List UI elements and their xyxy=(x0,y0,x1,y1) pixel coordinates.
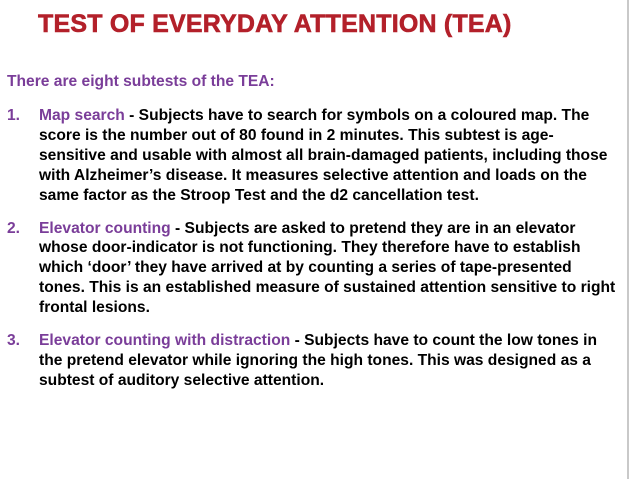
slide-title: TEST OF EVERYDAY ATTENTION (TEA) xyxy=(38,10,512,38)
subtest-description: - Subjects are asked to pretend they are in an elevator whose door-indicator is not functioning. They therefore have to establish which ‘door’ they have arrived at by counting a series of tape-presented tones. This is an established measure of sustained attention sensitive to right frontal lesions. xyxy=(39,219,616,317)
list-item-text xyxy=(39,219,622,319)
subtest-description: - Subjects have to search for symbols on a coloured map. The score is the number out of 80 found in 2 minutes. This subtest is age-sensitive and usable with almost all brain-damaged patients, including those with Alzheimer’s disease. It measures selective attention and loads on the same factor as the Stroop Test and the d2 cancellation test. xyxy=(39,107,608,204)
list-item xyxy=(7,331,622,391)
slide-edge-divider xyxy=(627,0,629,479)
list-number: 3. xyxy=(7,332,21,350)
list-number: 1. xyxy=(7,107,21,124)
subtest-name: Elevator counting xyxy=(39,219,171,237)
list-number: 2. xyxy=(7,219,21,237)
intro-text: There are eight subtests of the TEA: xyxy=(7,73,275,90)
list-item xyxy=(7,106,622,206)
list-item-text xyxy=(39,106,622,206)
subtest-list xyxy=(7,106,622,391)
subtest-name: Elevator counting with distraction xyxy=(39,332,291,350)
subtest-description: - Subjects have to count the low tones in the pretend elevator while ignoring the high tones. This was designed as a subtest of auditory selective attention. xyxy=(39,332,597,389)
subtest-name: Map search xyxy=(39,107,125,124)
list-item xyxy=(7,219,622,319)
list-item-text xyxy=(39,331,622,391)
